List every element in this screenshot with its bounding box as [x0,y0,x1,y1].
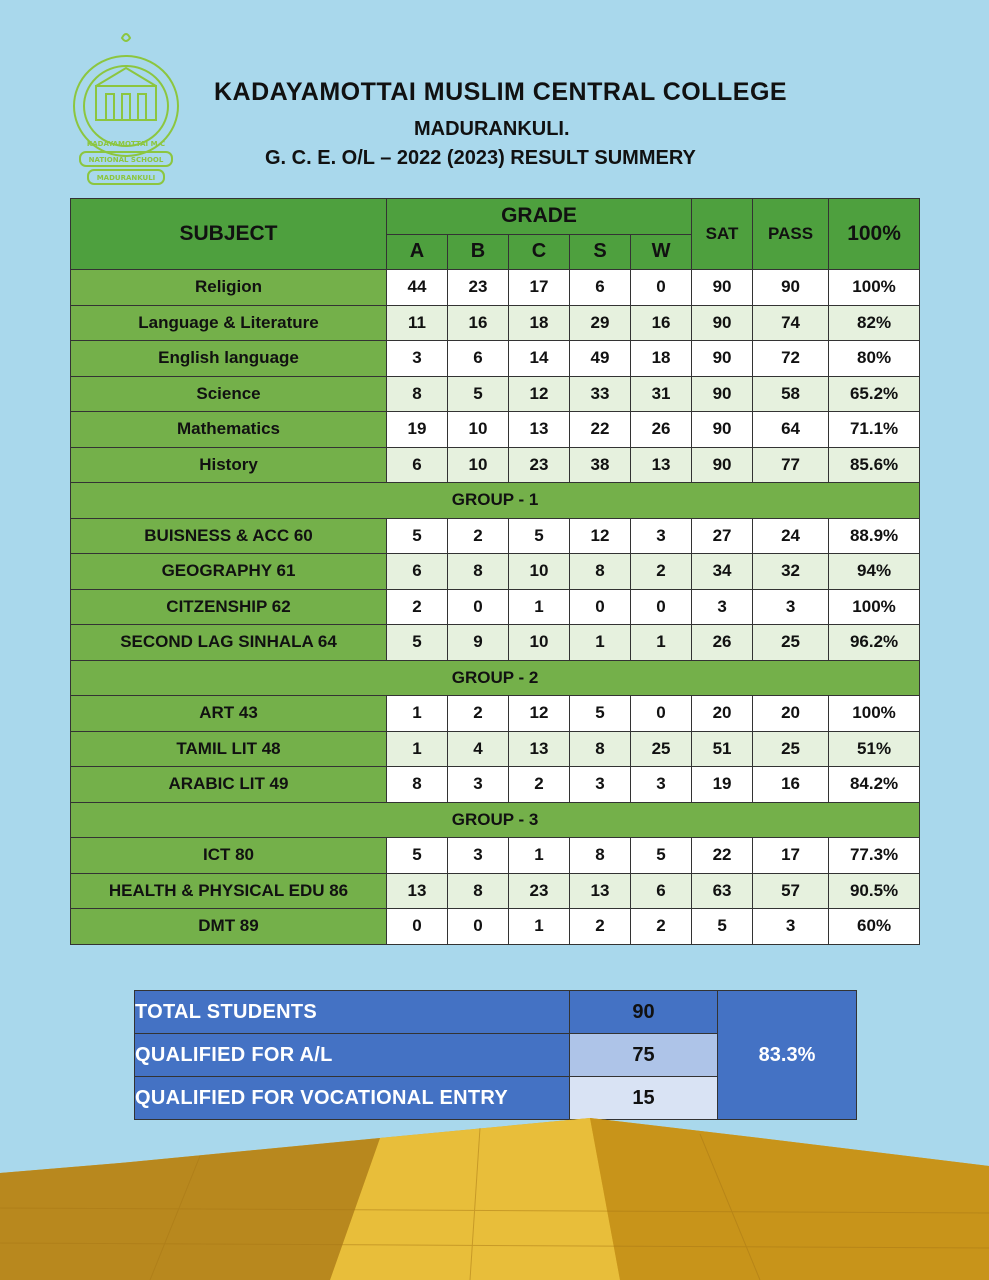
grade-c-header: C [509,234,570,270]
c-cell: 1 [509,909,570,945]
table-row [71,909,920,945]
b-cell: 9 [448,625,509,661]
s-cell: 13 [570,873,631,909]
sat-cell: 90 [692,305,753,341]
c-cell: 10 [509,625,570,661]
a-cell: 5 [387,518,448,554]
pass-cell: 25 [753,625,829,661]
subject-cell: ART 43 [71,696,387,732]
w-cell: 0 [631,589,692,625]
qualified-voc-value: 15 [570,1077,718,1120]
c-cell: 10 [509,554,570,590]
decorative-floor [0,1118,989,1280]
a-cell: 8 [387,767,448,803]
grade-s-header: S [570,234,631,270]
pass-cell: 58 [753,376,829,412]
pass-cell: 77 [753,447,829,483]
sat-cell: 90 [692,341,753,377]
s-cell: 1 [570,625,631,661]
b-cell: 0 [448,909,509,945]
pass-cell: 57 [753,873,829,909]
c-cell: 5 [509,518,570,554]
b-cell: 16 [448,305,509,341]
s-cell: 12 [570,518,631,554]
w-cell: 1 [631,625,692,661]
b-cell: 10 [448,447,509,483]
pass-cell: 64 [753,412,829,448]
table-row [71,341,920,377]
sat-cell: 26 [692,625,753,661]
b-cell: 3 [448,838,509,874]
pct-cell: 100% [829,589,920,625]
sat-cell: 20 [692,696,753,732]
sat-cell: 90 [692,270,753,306]
logo-text-1: KADAYAMOTTAI M C [86,140,166,148]
pct-cell: 80% [829,341,920,377]
a-cell: 0 [387,909,448,945]
c-cell: 17 [509,270,570,306]
w-cell: 18 [631,341,692,377]
college-location: MADURANKULI. [414,118,570,140]
b-cell: 10 [448,412,509,448]
s-cell: 49 [570,341,631,377]
subject-cell: Science [71,376,387,412]
a-cell: 8 [387,376,448,412]
c-cell: 23 [509,447,570,483]
logo-text-2: NATIONAL SCHOOL [88,156,164,164]
sat-cell: 90 [692,412,753,448]
sat-cell: 63 [692,873,753,909]
w-cell: 13 [631,447,692,483]
table-row [71,305,920,341]
w-cell: 2 [631,909,692,945]
w-cell: 3 [631,767,692,803]
s-cell: 33 [570,376,631,412]
table-row [71,696,920,732]
college-name: KADAYAMOTTAI MUSLIM CENTRAL COLLEGE [214,78,788,106]
s-cell: 8 [570,731,631,767]
w-cell: 2 [631,554,692,590]
b-cell: 2 [448,518,509,554]
subject-cell: Religion [71,270,387,306]
s-cell: 0 [570,589,631,625]
w-cell: 5 [631,838,692,874]
w-cell: 3 [631,518,692,554]
total-students-label: TOTAL STUDENTS [135,991,570,1034]
w-cell: 0 [631,696,692,732]
pass-cell: 74 [753,305,829,341]
subject-cell: DMT 89 [71,909,387,945]
grade-header: GRADE [387,199,692,235]
pass-cell: 20 [753,696,829,732]
results-table [70,198,920,945]
a-cell: 3 [387,341,448,377]
c-cell: 23 [509,873,570,909]
sat-cell: 34 [692,554,753,590]
pct-cell: 65.2% [829,376,920,412]
pass-cell: 90 [753,270,829,306]
a-cell: 2 [387,589,448,625]
grade-w-header: W [631,234,692,270]
b-cell: 4 [448,731,509,767]
sat-header: SAT [692,199,753,270]
pass-cell: 16 [753,767,829,803]
pass-cell: 17 [753,838,829,874]
table-row [71,767,920,803]
subject-cell: Language & Literature [71,305,387,341]
sat-cell: 5 [692,909,753,945]
table-row [71,412,920,448]
pct-cell: 71.1% [829,412,920,448]
pass-cell: 32 [753,554,829,590]
w-cell: 31 [631,376,692,412]
subject-header: SUBJECT [71,199,387,270]
pct-cell: 100% [829,696,920,732]
pct-cell: 90.5% [829,873,920,909]
pass-cell: 3 [753,909,829,945]
s-cell: 6 [570,270,631,306]
b-cell: 5 [448,376,509,412]
subject-cell: ARABIC LIT 49 [71,767,387,803]
a-cell: 11 [387,305,448,341]
grade-b-header: B [448,234,509,270]
qualified-al-value: 75 [570,1034,718,1077]
subject-cell: BUISNESS & ACC 60 [71,518,387,554]
pass-cell: 24 [753,518,829,554]
pct-cell: 51% [829,731,920,767]
s-cell: 5 [570,696,631,732]
c-cell: 2 [509,767,570,803]
exam-title: G. C. E. O/L – 2022 (2023) RESULT SUMMERY [265,147,696,169]
pct-cell: 94% [829,554,920,590]
group-row [71,802,920,838]
a-cell: 5 [387,838,448,874]
sat-cell: 22 [692,838,753,874]
pass-header: PASS [753,199,829,270]
pass-cell: 72 [753,341,829,377]
table-row [71,873,920,909]
c-cell: 18 [509,305,570,341]
s-cell: 3 [570,767,631,803]
sat-cell: 27 [692,518,753,554]
subject-cell: TAMIL LIT 48 [71,731,387,767]
subject-cell: HEALTH & PHYSICAL EDU 86 [71,873,387,909]
pct-cell: 82% [829,305,920,341]
c-cell: 12 [509,376,570,412]
overall-percent: 83.3% [718,991,857,1120]
c-cell: 1 [509,589,570,625]
b-cell: 6 [448,341,509,377]
qualified-voc-label: QUALIFIED FOR VOCATIONAL ENTRY [135,1077,570,1120]
pct-cell: 60% [829,909,920,945]
b-cell: 8 [448,554,509,590]
w-cell: 6 [631,873,692,909]
group-label: GROUP - 1 [71,483,920,519]
table-row [71,589,920,625]
s-cell: 8 [570,838,631,874]
a-cell: 19 [387,412,448,448]
subject-cell: GEOGRAPHY 61 [71,554,387,590]
pct-cell: 100% [829,270,920,306]
b-cell: 2 [448,696,509,732]
grade-a-header: A [387,234,448,270]
pct-cell: 88.9% [829,518,920,554]
a-cell: 1 [387,696,448,732]
sat-cell: 19 [692,767,753,803]
table-row [71,518,920,554]
sat-cell: 51 [692,731,753,767]
group-label: GROUP - 3 [71,802,920,838]
a-cell: 44 [387,270,448,306]
qualified-al-label: QUALIFIED FOR A/L [135,1034,570,1077]
a-cell: 13 [387,873,448,909]
s-cell: 22 [570,412,631,448]
w-cell: 0 [631,270,692,306]
subject-cell: CITZENSHIP 62 [71,589,387,625]
sat-cell: 90 [692,447,753,483]
table-row [71,554,920,590]
a-cell: 6 [387,447,448,483]
s-cell: 29 [570,305,631,341]
group-row [71,483,920,519]
subject-cell: English language [71,341,387,377]
b-cell: 23 [448,270,509,306]
pass-cell: 25 [753,731,829,767]
pct-cell: 96.2% [829,625,920,661]
group-row [71,660,920,696]
pass-cell: 3 [753,589,829,625]
group-label: GROUP - 2 [71,660,920,696]
a-cell: 1 [387,731,448,767]
total-students-value: 90 [570,991,718,1034]
s-cell: 2 [570,909,631,945]
b-cell: 3 [448,767,509,803]
summary-table [134,990,857,1120]
table-row [71,838,920,874]
c-cell: 12 [509,696,570,732]
subject-cell: SECOND LAG SINHALA 64 [71,625,387,661]
a-cell: 6 [387,554,448,590]
b-cell: 0 [448,589,509,625]
college-logo [66,28,186,188]
s-cell: 38 [570,447,631,483]
table-row [71,625,920,661]
sat-cell: 90 [692,376,753,412]
sat-cell: 3 [692,589,753,625]
b-cell: 8 [448,873,509,909]
subject-cell: History [71,447,387,483]
pct-cell: 85.6% [829,447,920,483]
pct-cell: 77.3% [829,838,920,874]
subject-cell: Mathematics [71,412,387,448]
w-cell: 16 [631,305,692,341]
table-row [71,731,920,767]
percent-header: 100% [829,199,920,270]
table-row [71,447,920,483]
a-cell: 5 [387,625,448,661]
c-cell: 13 [509,731,570,767]
s-cell: 8 [570,554,631,590]
pct-cell: 84.2% [829,767,920,803]
logo-text-3: MADURANKULI [96,174,156,182]
c-cell: 1 [509,838,570,874]
table-row [71,376,920,412]
c-cell: 14 [509,341,570,377]
subject-cell: ICT 80 [71,838,387,874]
table-row [71,270,920,306]
w-cell: 26 [631,412,692,448]
c-cell: 13 [509,412,570,448]
w-cell: 25 [631,731,692,767]
